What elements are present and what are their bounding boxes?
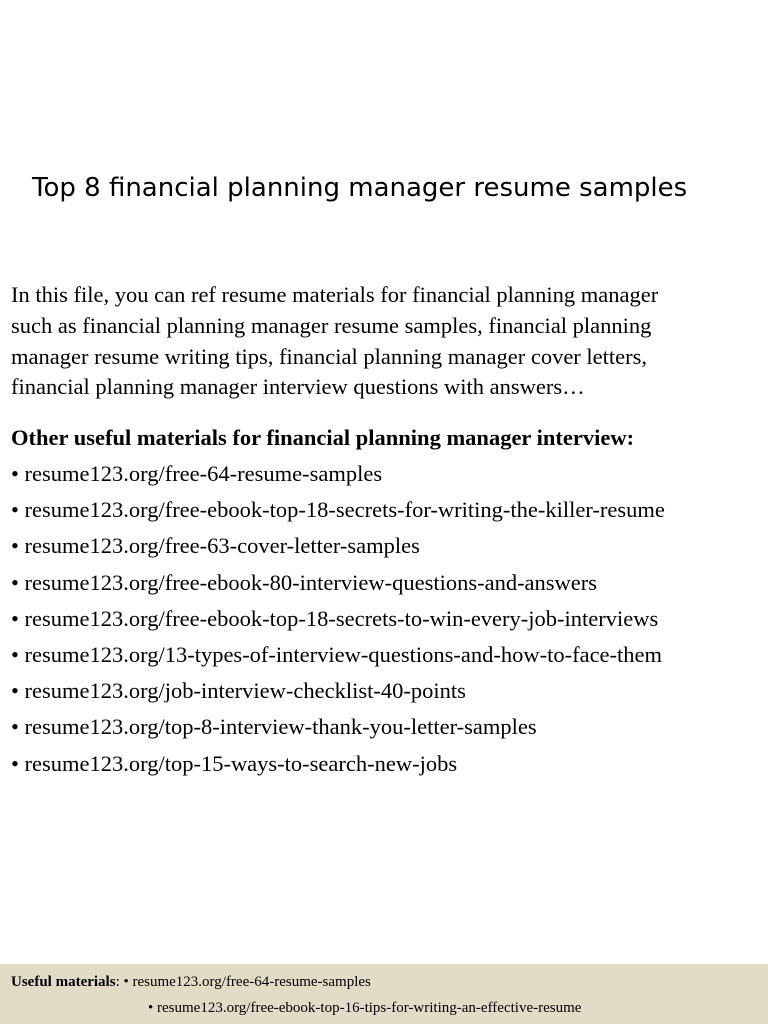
intro-line: manager resume writing tips, financial planning manager cover letters,	[11, 343, 648, 369]
materials-list	[11, 456, 665, 782]
materials-link[interactable]: • resume123.org/13-types-of-interview-questions-and-how-to-face-them	[11, 637, 665, 673]
materials-link[interactable]: • resume123.org/free-63-cover-letter-samples	[11, 528, 665, 564]
footer-label: Useful materials	[11, 974, 116, 990]
materials-link[interactable]: • resume123.org/free-ebook-top-18-secrets-to-win-every-job-interviews	[11, 601, 665, 637]
materials-link[interactable]: • resume123.org/free-ebook-top-18-secrets-for-writing-the-killer-resume	[11, 492, 665, 528]
footer-row	[11, 968, 371, 996]
materials-link[interactable]: • resume123.org/top-15-ways-to-search-new-jobs	[11, 746, 665, 782]
materials-link[interactable]: • resume123.org/top-8-interview-thank-you-letter-samples	[11, 709, 665, 745]
footer-row	[148, 994, 581, 1022]
intro-paragraph	[11, 280, 761, 403]
footer-link[interactable]: resume123.org/free-ebook-top-16-tips-for-writing-an-effective-resume	[157, 1000, 582, 1016]
other-materials-heading: Other useful materials for financial planning manager interview:	[11, 425, 635, 450]
materials-link[interactable]: • resume123.org/free-64-resume-samples	[11, 456, 665, 492]
intro-line: financial planning manager interview questions with answers…	[11, 374, 585, 400]
materials-link[interactable]: • resume123.org/job-interview-checklist-40-points	[11, 673, 665, 709]
intro-line: In this file, you can ref resume materials for financial planning manager	[11, 282, 659, 307]
footer-bar	[0, 964, 768, 1024]
intro-line: such as financial planning manager resume samples, financial planning	[11, 312, 652, 338]
footer-separator: : •	[115, 974, 133, 990]
footer-link[interactable]: resume123.org/free-64-resume-samples	[132, 974, 371, 990]
page-title: Top 8 financial planning manager resume samples	[32, 173, 688, 203]
materials-link[interactable]: • resume123.org/free-ebook-80-interview-questions-and-answers	[11, 565, 665, 601]
footer-bullet: •	[148, 1000, 158, 1016]
